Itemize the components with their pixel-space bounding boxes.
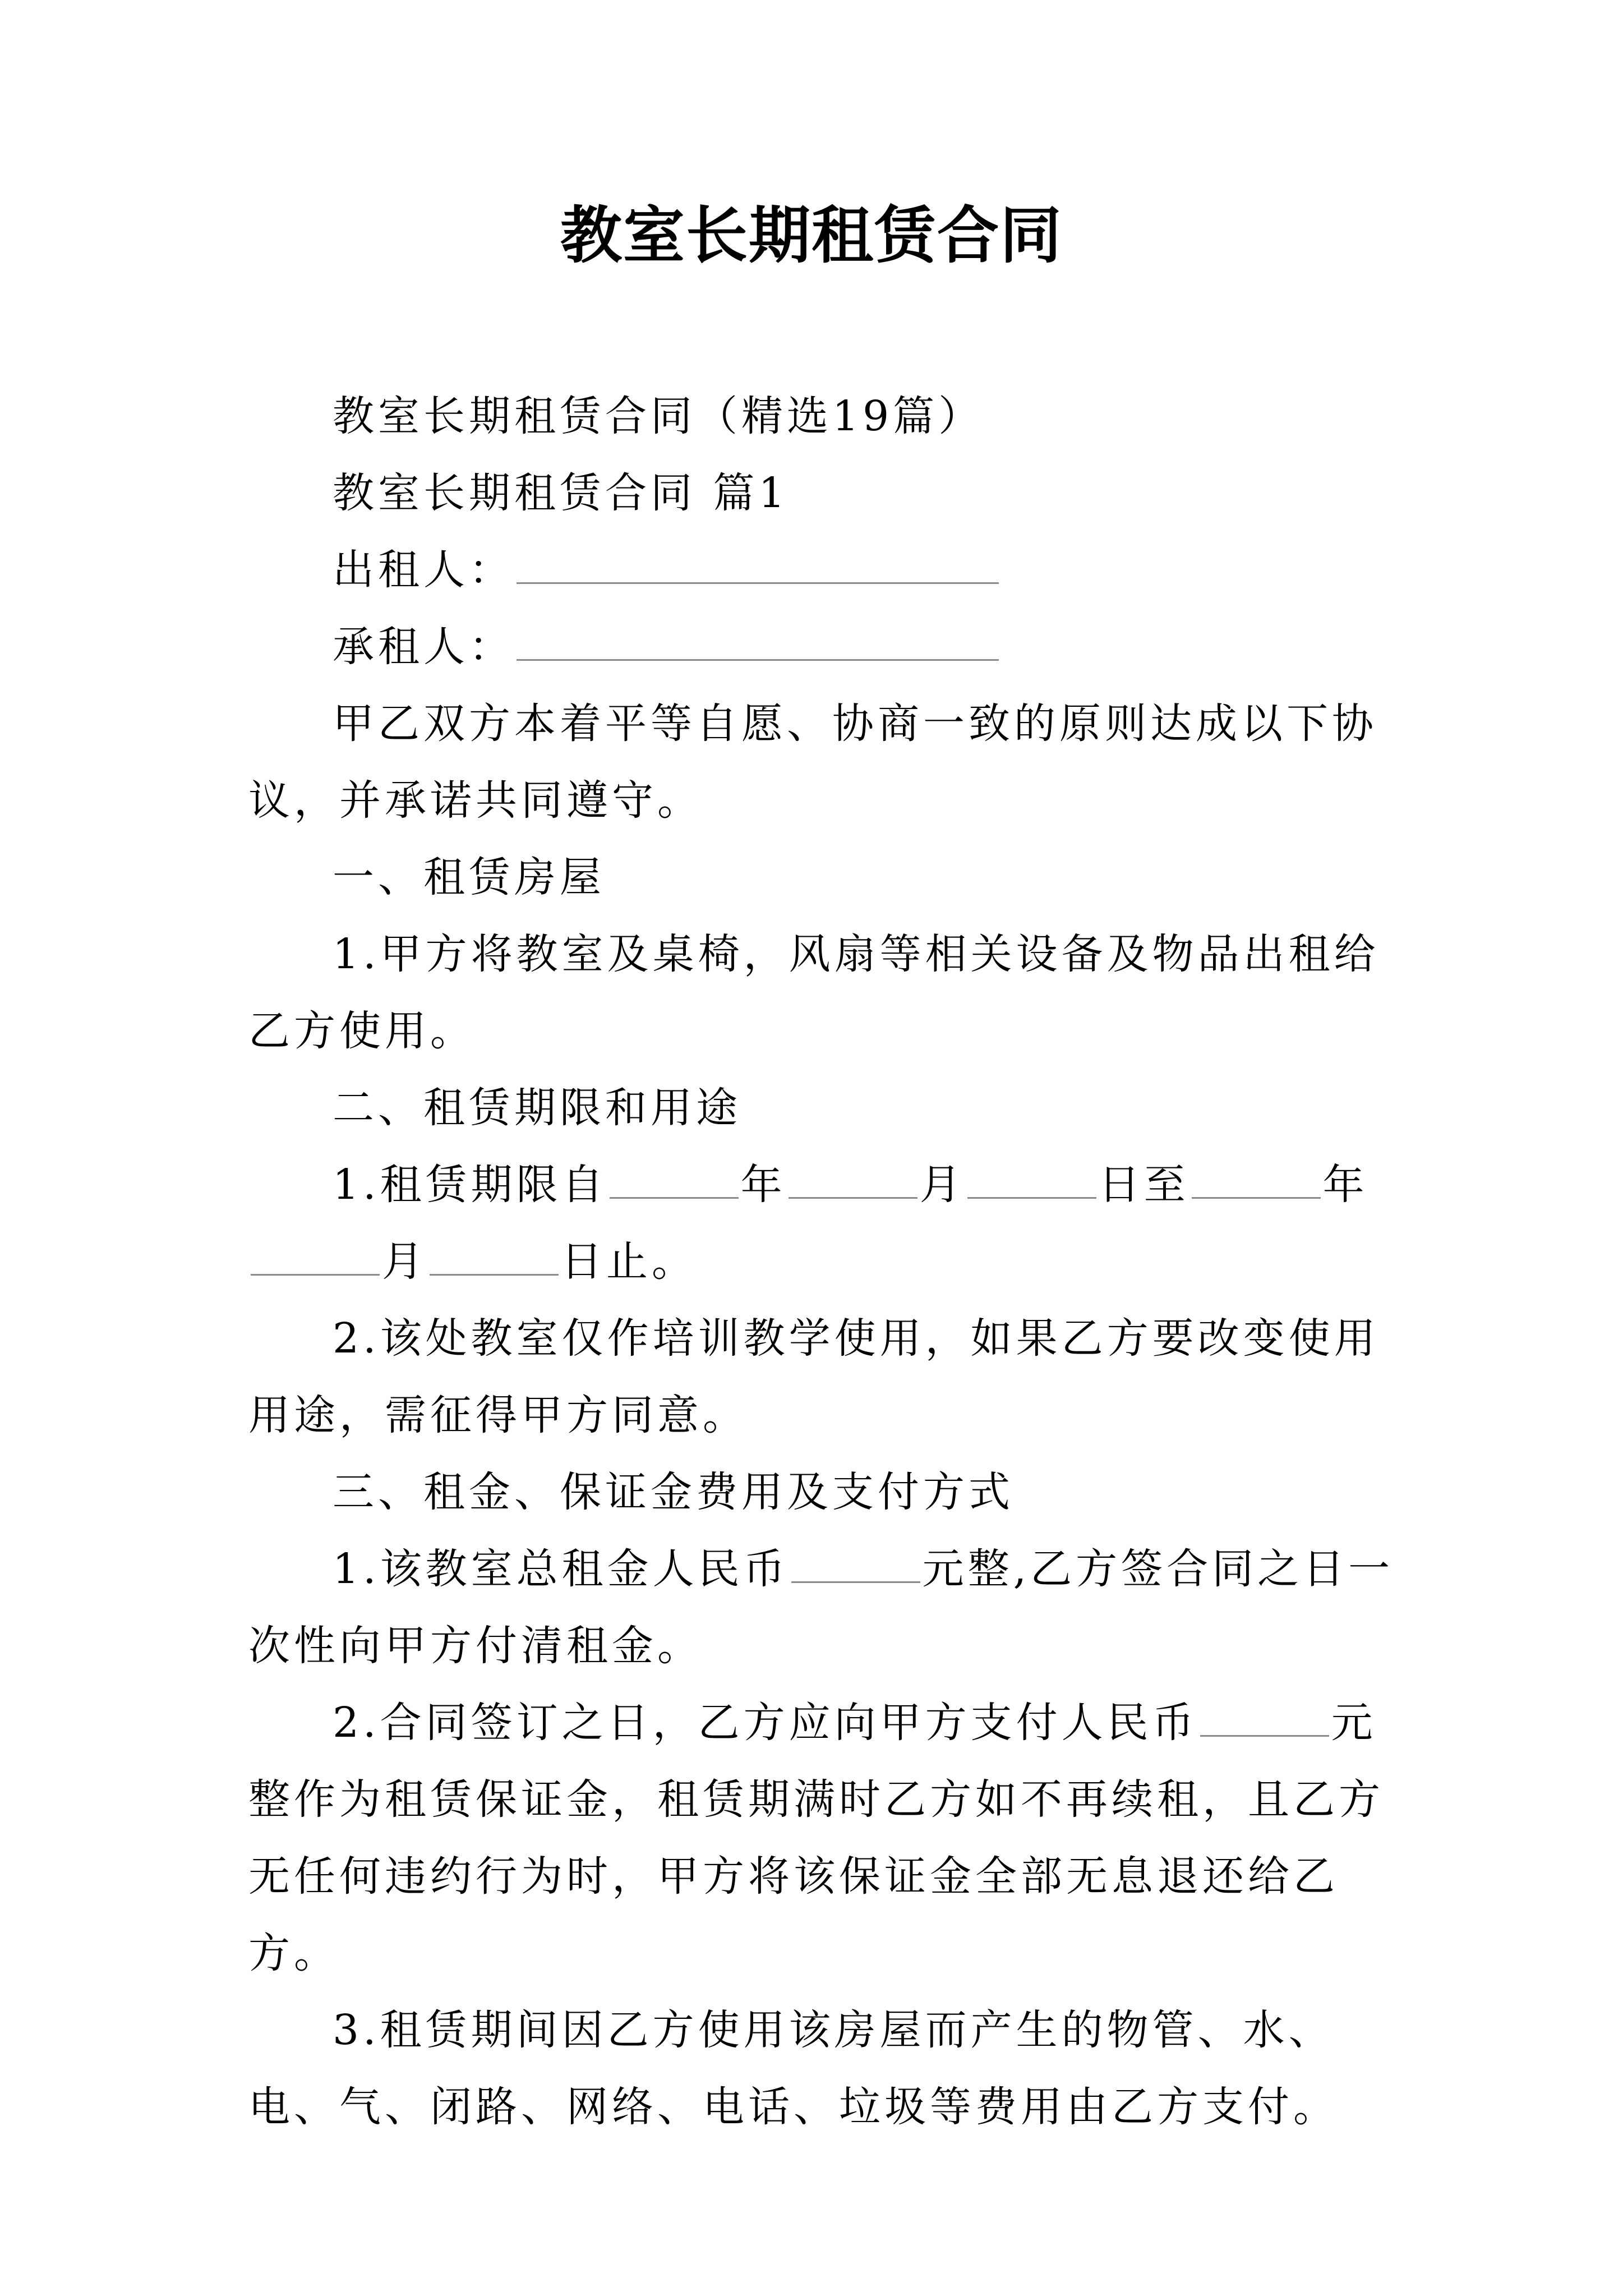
end-year-blank (1192, 1156, 1321, 1199)
intro-paragraph: 甲乙双方本着平等自愿、协商一致的原则达成以下协议，并承诺共同遵守。 (248, 700, 1377, 825)
year-label: 年 (740, 1161, 786, 1209)
end-month-blank (251, 1232, 380, 1276)
lessee-line (248, 609, 1401, 685)
lessor-blank (517, 541, 999, 584)
start-year-blank (610, 1156, 739, 1199)
clause-3-3: 3.租赁期间因乙方使用该房屋而产生的物管、水、电、气、闭路、网络、电话、垃圾等费用由乙方支付。 (248, 2006, 1339, 2131)
lessor-label: 出租人： (333, 546, 514, 594)
lessee-label: 承租人： (333, 623, 514, 671)
start-day-blank (967, 1156, 1096, 1199)
month-label: 月 (382, 1237, 427, 1286)
clause-2-2: 2.该处教室仅作培训教学使用，如果乙方要改变使用用途，需征得甲方同意。 (248, 1314, 1380, 1439)
document-body (248, 378, 1401, 2146)
clause-3-2-text: 2.合同签订之日，乙方应向甲方支付人民币 (333, 1699, 1198, 1747)
heading-term-and-use: 二、租赁期限和用途 (333, 1084, 741, 1132)
clause-3-1-text: 1.该教室总租金人民币 (333, 1545, 789, 1593)
clause-2-1 (248, 1147, 1401, 1300)
lessee-blank (517, 618, 999, 661)
day-end-label: 日止。 (561, 1237, 697, 1286)
lessor-line (248, 532, 1401, 609)
end-day-blank (430, 1232, 559, 1276)
year-label: 年 (1322, 1161, 1368, 1209)
month-label: 月 (919, 1161, 965, 1209)
section-heading: 教室长期租赁合同 篇1 (333, 469, 789, 517)
document-title: 教室长期租赁合同 (560, 200, 1063, 272)
clause-3-1-text-end: 元整,乙方签合同之日一次性向甲方付清租金。 (248, 1545, 1394, 1670)
heading-rent-deposit: 三、租金、保证金费用及支付方式 (333, 1468, 1014, 1516)
clause-2-1-text: 1.租赁期限自 (333, 1161, 607, 1209)
day-to-label: 日至 (1098, 1161, 1189, 1209)
rent-amount-blank (791, 1540, 920, 1583)
clause-3-2-text-end: 元整作为租赁保证金，租赁期满时乙方如不再续租，且乙方无任何违约行为时，甲方将该保证金全部无息退还给乙方。 (248, 1699, 1384, 1977)
document-subtitle: 教室长期租赁合同（精选19篇） (333, 392, 984, 440)
clause-3-1 (248, 1531, 1401, 1685)
clause-1-1: 1.甲方将教室及桌椅，风扇等相关设备及物品出租给乙方使用。 (248, 930, 1380, 1055)
deposit-amount-blank (1200, 1694, 1329, 1737)
start-month-blank (789, 1156, 917, 1199)
clause-3-2 (248, 1685, 1401, 1992)
heading-rental-premises: 一、租赁房屋 (333, 853, 605, 901)
